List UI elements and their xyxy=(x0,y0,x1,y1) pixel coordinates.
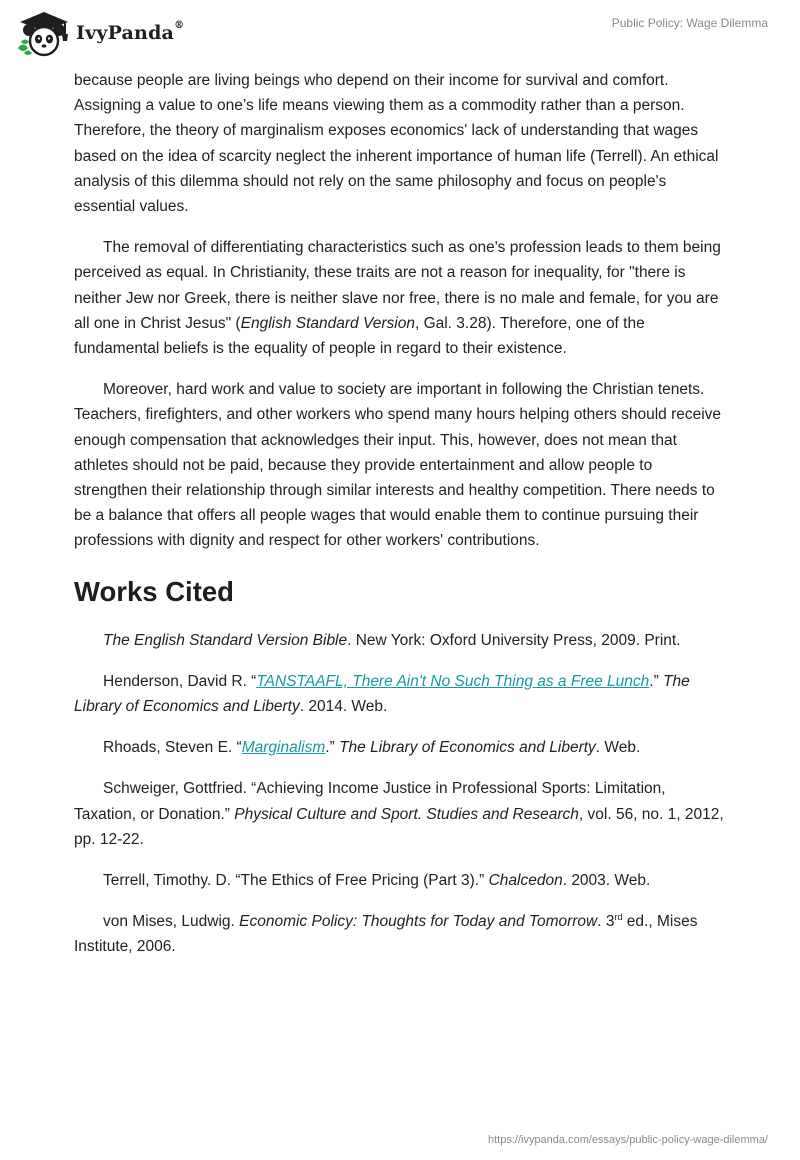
body-paragraph-1: because people are living beings who depend on their income for survival and comfort. Assigning a value to one’s life means viewing them as a commodity rather than a person. Therefore, the theory of marginalism exposes economics' lack of understanding that wages based on the idea of scarcity neglect the inherent importance of human life (Terrell). An ethical analysis of this dilemma should not rely on the same philosophy and focus on people's essential values. xyxy=(74,72,719,216)
page-header xyxy=(0,0,800,70)
citation-6-title: Economic Policy: Thoughts for Today and Tomorrow xyxy=(239,913,598,931)
brand-name xyxy=(76,22,184,44)
essay-content xyxy=(74,68,726,976)
citation-2-source: The Library of Economics and Liberty xyxy=(74,672,690,716)
citation-3-source: The Library of Economics and Liberty xyxy=(339,739,596,757)
citation-5-author-title: Terrell, Timothy. D. “The Ethics of Free Pricing (Part 3).” xyxy=(103,872,489,890)
citation-5-source: Chalcedon xyxy=(488,872,563,890)
citation-6-superscript: rd xyxy=(614,912,623,923)
citation-2-sep: .” xyxy=(649,672,664,690)
citation-1-rest: . New York: Oxford University Press, 2009. Print. xyxy=(347,631,681,649)
document-title: Public Policy: Wage Dilemma xyxy=(611,16,768,30)
ivypanda-logo[interactable] xyxy=(14,8,184,58)
paragraph-2-text-b: , Gal. 3.28). Therefore, one of the fundamental beliefs is the equality of people in regard to their existence. xyxy=(74,314,645,358)
citation-2-author: Henderson, David R. “ xyxy=(103,672,257,690)
tanstaafl-link[interactable]: TANSTAAFL, There Ain't No Such Thing as a Free Lunch xyxy=(256,672,650,690)
works-cited-heading: Works Cited xyxy=(74,575,234,607)
citation-4-journal: Physical Culture and Sport. Studies and Research xyxy=(234,805,579,823)
citation-3-sep: .” xyxy=(325,739,340,757)
citation-1-title: The English Standard Version Bible xyxy=(103,631,348,649)
citation-3-author: Rhoads, Steven E. “ xyxy=(103,739,242,757)
citation-6-author: von Mises, Ludwig. xyxy=(103,913,240,931)
body-paragraph-2 xyxy=(74,235,726,361)
citation-4-rest: , vol. 56, no. 1, 2012, pp. 12-22. xyxy=(74,805,724,848)
registered-mark: ® xyxy=(174,20,185,31)
footer-url[interactable]: https://ivypanda.com/essays/public-policy-wage-dilemma/ xyxy=(487,1134,768,1146)
citation-3-rest: . Web. xyxy=(595,739,641,757)
citation-4-author-title: Schweiger, Gottfried. “Achieving Income Justice in Professional Sports: Limitation, Taxation, or Donation.” xyxy=(74,780,666,823)
citation-6 xyxy=(74,909,726,959)
citation-5-rest: . 2003. Web. xyxy=(562,872,651,890)
marginalism-link[interactable]: Marginalism xyxy=(241,739,326,757)
citation-5 xyxy=(74,868,726,893)
body-paragraph-3: Moreover, hard work and value to society are important in following the Christian tenets. Teachers, firefighters, and other workers who spend many hours helping others should receive enough compensation that acknowledges their input. This, however, does not mean that athletes should not be paid, because they provide entertainment and allow people to strengthen their relationship through similar interests and healthy competition. There needs to be a balance that offers all people wages that would enable them to continue pursuing their professions with dignity and respect for other workers' contributions. xyxy=(74,381,722,550)
citation-6-rest: ed., Mises Institute, 2006. xyxy=(74,913,698,956)
citation-1 xyxy=(74,628,726,653)
citation-2 xyxy=(74,669,726,719)
citation-2-rest: . 2014. Web. xyxy=(299,698,388,716)
paragraph-2-emphasis: English Standard Version xyxy=(240,314,415,332)
paragraph-2-text-a: The removal of differentiating characteristics such as one's profession leads to them being perceived as equal. In Christianity, these traits are not a reason for inequality, for "there is neither Jew nor Greek, there is neither slave nor free, there is no male and female, for you are all one in Christ Jesus" ( xyxy=(74,239,721,332)
brand-name-text: IvyPanda xyxy=(76,22,175,44)
citation-3 xyxy=(74,735,726,760)
citation-4 xyxy=(74,776,726,852)
panda-graduate-icon xyxy=(14,8,70,58)
citation-6-edition: . 3 xyxy=(597,913,615,931)
